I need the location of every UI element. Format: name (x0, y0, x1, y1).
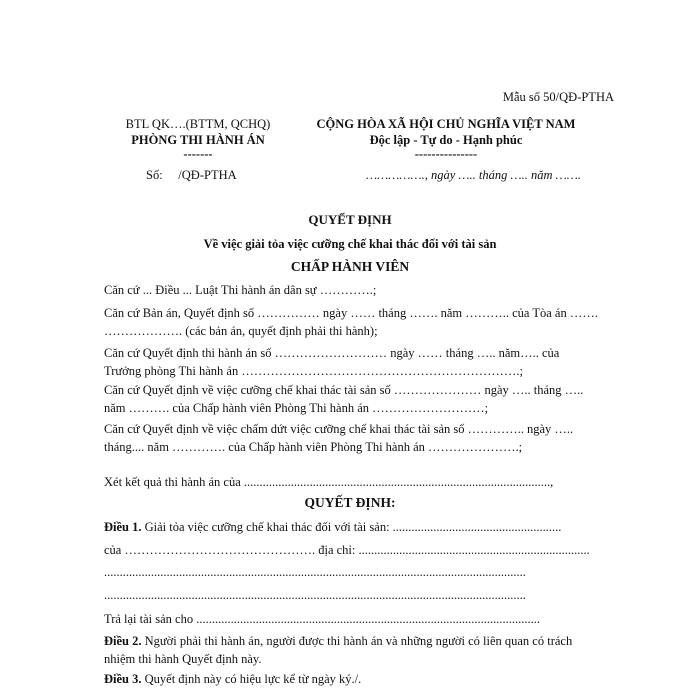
form-number: Mẫu số 50/QĐ-PTHA (502, 90, 614, 104)
article-1-blank-line: ....................................................................................................................................... (104, 588, 526, 602)
document-subject: Về việc giải tỏa việc cưỡng chế khai thác đối với tài sản (203, 237, 497, 251)
issuing-agency-block (118, 116, 278, 160)
basis-enforcement-decision: Căn cứ Quyết định thi hành án số ……………………… ngày …… tháng ….. năm….. của Trưởng phòng Thi hành án ………………………………………………………….; (104, 346, 560, 378)
article-3-label: Điều 3. (104, 672, 142, 686)
country-name: CỘNG HÒA XÃ HỘI CHỦ NGHĨA VIỆT NAM (316, 117, 576, 131)
basis-enforcement-result: Xét kết quả thi hành án của .................................................................................................., (104, 475, 554, 489)
article-1-blank-line: ....................................................................................................................................... (104, 565, 526, 579)
article-1-text: Giải tỏa việc cưỡng chế khai thác đối với tài sản: ...................................................... (141, 520, 562, 534)
article-3-text: Quyết định này có hiệu lực kể từ ngày ký./. (141, 672, 362, 686)
article-1 (104, 518, 598, 536)
agency-parent: BTL QK….(BTTM, QCHQ) (125, 117, 271, 131)
document-date: ……………., ngày ….. tháng ….. năm ……. (366, 168, 581, 182)
issuing-authority: CHẤP HÀNH VIÊN (290, 259, 410, 274)
motto-separator: --------------- (414, 147, 478, 161)
basis-judgment: Căn cứ Bản án, Quyết định số …………… ngày …… tháng ……. năm ……….. của Tòa án ……. ………………. (các bản án, quyết định phải thi hành); (104, 306, 598, 338)
article-2-text: Người phải thi hành án, người được thi hành án và những người có liên quan có trách nhiệm thi hành Quyết định này. (104, 634, 573, 666)
agency-separator: ------- (183, 147, 213, 161)
basis-coercion-decision: Căn cứ Quyết định về việc cưỡng chế khai thác tài sản số ………………… ngày ….. tháng ….. năm ………. của Chấp hành viên Phòng Thi hành án ………………………; (104, 383, 584, 415)
document-title: QUYẾT ĐỊNH (308, 212, 392, 227)
article-1-label: Điều 1. (104, 520, 142, 534)
basis-law: Căn cứ ... Điều ... Luật Thi hành án dân sự ………….; (104, 283, 377, 297)
decision-heading: QUYẾT ĐỊNH: (304, 495, 396, 510)
article-2-label: Điều 2. (104, 634, 142, 648)
national-motto: Độc lập - Tự do - Hạnh phúc (369, 133, 523, 147)
document-number: Số: /QĐ-PTHA (146, 168, 237, 182)
article-1-return-line: Trả lại tài sản cho .............................................................................................................. (104, 612, 540, 626)
basis-termination-decision: Căn cứ Quyết định về việc chấm dứt việc cưỡng chế khai thác tài sản số ………….. ngày ….. tháng.... năm …………. của Chấp hành viên Phòng Thi hành án ………………….; (104, 422, 574, 454)
agency-name: PHÒNG THI HÀNH ÁN (131, 133, 265, 147)
national-title-block (298, 116, 594, 160)
article-1-owner-line: của ………………………………………. địa chỉ: .......................................................................... (104, 543, 590, 557)
article-2 (104, 632, 598, 668)
article-3 (104, 670, 598, 688)
